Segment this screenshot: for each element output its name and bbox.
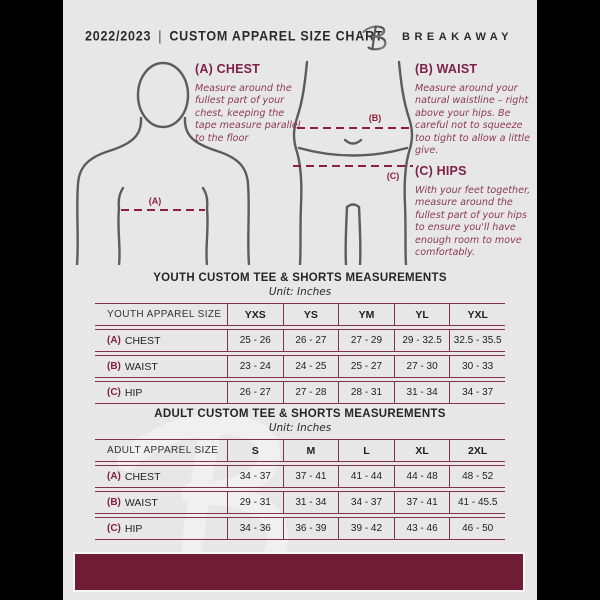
youth-size-yl: YL bbox=[394, 304, 450, 325]
adult-waist-label: (B) WAIST bbox=[107, 496, 158, 509]
size-chart-page bbox=[63, 0, 537, 600]
adult-hip-label: (C) HIP bbox=[107, 522, 143, 535]
youth-chest-yxl: 32.5 - 35.5 bbox=[449, 330, 505, 351]
chest-heading: (A) CHEST bbox=[195, 62, 260, 76]
brand-name: BREAKAWAY bbox=[402, 31, 513, 43]
youth-table-title: YOUTH CUSTOM TEE & SHORTS MEASUREMENTS bbox=[153, 272, 447, 284]
hips-instruction-block bbox=[415, 164, 531, 259]
youth-waist-ym: 25 - 27 bbox=[338, 356, 394, 377]
youth-hip-yxl: 34 - 37 bbox=[449, 382, 505, 403]
hips-heading: (C) HIPS bbox=[415, 164, 467, 178]
adult-chest-row bbox=[95, 465, 505, 488]
waist-instruction-text: Measure around your natural waistline – right above your hips. Be careful not to squeeze too tight to allow a little give. bbox=[415, 83, 530, 157]
adult-table-title: ADULT CUSTOM TEE & SHORTS MEASUREMENTS bbox=[154, 408, 446, 420]
adult-size-s: S bbox=[227, 440, 283, 461]
adult-table-header-row bbox=[95, 439, 505, 462]
youth-waist-label: (B) WAIST bbox=[107, 360, 158, 373]
adult-waist-xl: 37 - 41 bbox=[394, 492, 450, 513]
chart-title: CUSTOM APPAREL SIZE CHART bbox=[169, 28, 384, 44]
youth-waist-yl: 27 - 30 bbox=[394, 356, 450, 377]
adult-waist-2xl: 41 - 45.5 bbox=[449, 492, 505, 513]
adult-size-2xl: 2XL bbox=[449, 440, 505, 461]
youth-chest-ys: 26 - 27 bbox=[283, 330, 339, 351]
youth-table-unit: Unit: Inches bbox=[268, 286, 332, 298]
adult-size-xl: XL bbox=[394, 440, 450, 461]
youth-waist-yxs: 23 - 24 bbox=[227, 356, 283, 377]
page-header bbox=[63, 20, 537, 56]
adult-hip-xl: 43 - 46 bbox=[394, 518, 450, 539]
youth-size-column-header: YOUTH APPAREL SIZE bbox=[107, 309, 222, 320]
youth-size-table bbox=[95, 303, 505, 407]
chest-instruction-block bbox=[195, 62, 301, 145]
hips-line-marker: (C) bbox=[386, 171, 400, 181]
adult-hip-s: 34 - 36 bbox=[227, 518, 283, 539]
adult-chest-s: 34 - 37 bbox=[227, 466, 283, 487]
title-divider: | bbox=[158, 28, 163, 44]
adult-size-column-header: ADULT APPAREL SIZE bbox=[107, 445, 219, 456]
youth-size-ys: YS bbox=[283, 304, 339, 325]
youth-hip-yxs: 26 - 27 bbox=[227, 382, 283, 403]
adult-size-l: L bbox=[338, 440, 394, 461]
youth-chest-row bbox=[95, 329, 505, 352]
brand-lockup bbox=[362, 22, 513, 52]
youth-chest-ym: 27 - 29 bbox=[338, 330, 394, 351]
adult-hip-row bbox=[95, 517, 505, 540]
page-title bbox=[85, 28, 383, 44]
footer-accent-bar bbox=[73, 552, 525, 592]
youth-hip-label: (C) HIP bbox=[107, 386, 143, 399]
adult-chest-m: 37 - 41 bbox=[283, 466, 339, 487]
adult-waist-s: 29 - 31 bbox=[227, 492, 283, 513]
youth-waist-row bbox=[95, 355, 505, 378]
breakaway-b-logo-icon bbox=[362, 22, 394, 52]
youth-waist-ys: 24 - 25 bbox=[283, 356, 339, 377]
adult-size-table bbox=[95, 439, 505, 543]
adult-hip-2xl: 46 - 50 bbox=[449, 518, 505, 539]
adult-hip-l: 39 - 42 bbox=[338, 518, 394, 539]
hips-instruction-text: With your feet together, measure around the fullest part of your hips to ensure you'll have enough room to move comfortably. bbox=[415, 185, 531, 259]
adult-hip-m: 36 - 39 bbox=[283, 518, 339, 539]
adult-chest-2xl: 48 - 52 bbox=[449, 466, 505, 487]
youth-hip-yl: 31 - 34 bbox=[394, 382, 450, 403]
waist-instruction-block bbox=[415, 62, 531, 157]
youth-chest-label: (A) CHEST bbox=[107, 334, 161, 347]
youth-hip-ys: 27 - 28 bbox=[283, 382, 339, 403]
hips-figure-illustration bbox=[287, 60, 419, 265]
youth-hip-ym: 28 - 31 bbox=[338, 382, 394, 403]
waist-heading: (B) WAIST bbox=[415, 62, 478, 76]
youth-size-yxs: YXS bbox=[227, 304, 283, 325]
adult-table-unit: Unit: Inches bbox=[268, 422, 332, 434]
chest-instruction-text: Measure around the fullest part of your chest, keeping the tape measure parallel to the floor bbox=[195, 83, 301, 144]
youth-chest-yl: 29 - 32.5 bbox=[394, 330, 450, 351]
youth-size-yxl: YXL bbox=[449, 304, 505, 325]
adult-waist-l: 34 - 37 bbox=[338, 492, 394, 513]
adult-size-m: M bbox=[283, 440, 339, 461]
adult-waist-row bbox=[95, 491, 505, 514]
youth-chest-yxs: 25 - 26 bbox=[227, 330, 283, 351]
adult-chest-label: (A) CHEST bbox=[107, 470, 161, 483]
adult-waist-m: 31 - 34 bbox=[283, 492, 339, 513]
season-year: 2022/2023 bbox=[85, 28, 152, 44]
waist-line-marker: (B) bbox=[368, 113, 382, 123]
youth-table-header-row bbox=[95, 303, 505, 326]
adult-chest-l: 41 - 44 bbox=[338, 466, 394, 487]
chest-line-marker: (A) bbox=[148, 196, 162, 206]
youth-waist-yxl: 30 - 33 bbox=[449, 356, 505, 377]
adult-chest-xl: 44 - 48 bbox=[394, 466, 450, 487]
youth-size-ym: YM bbox=[338, 304, 394, 325]
youth-hip-row bbox=[95, 381, 505, 404]
